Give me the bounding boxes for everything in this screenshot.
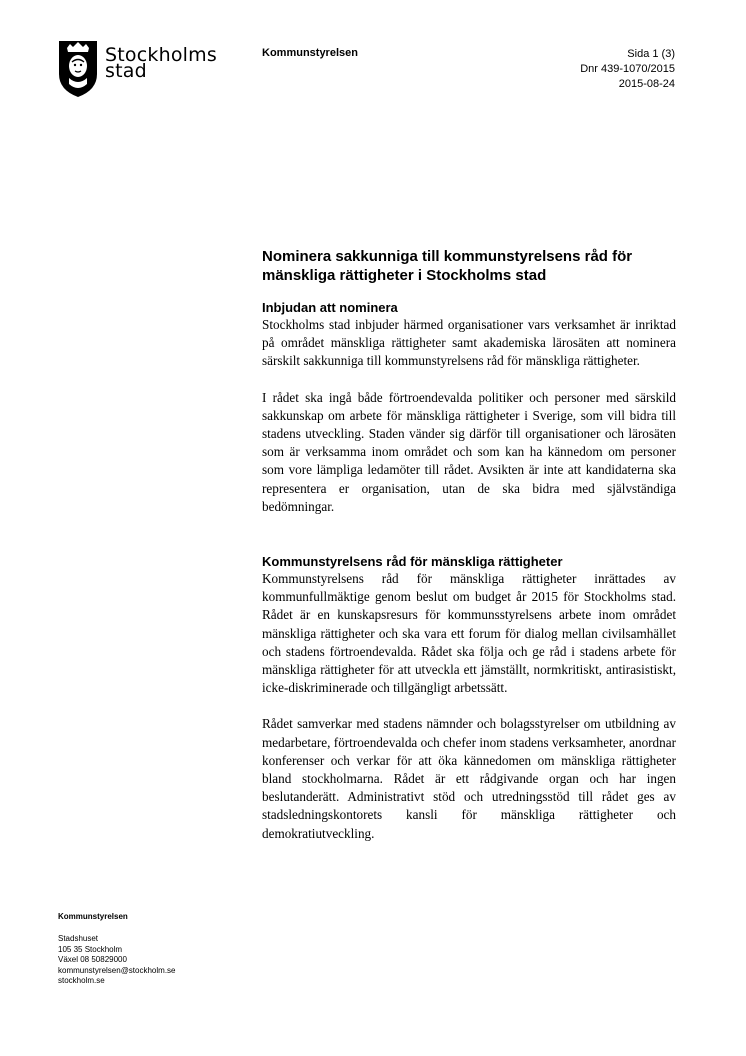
section-heading-council: Kommunstyrelsens råd för mänskliga rättigheter: [262, 554, 563, 570]
footer-address-postal: 105 35 Stockholm: [58, 944, 123, 954]
footer-address-building: Stadshuset: [58, 934, 99, 943]
header-meta: [580, 47, 675, 92]
page-number: Sida 1 (3): [627, 48, 675, 60]
header-organisation: Kommunstyrelsen: [262, 47, 358, 59]
stockholms-stad-logo: [58, 40, 218, 98]
footer-contact: [58, 912, 176, 987]
footer-website: stockholm.se: [58, 976, 105, 985]
document-body: [262, 247, 676, 861]
paragraph: Rådet samverkar med stadens nämnder och bolagsstyrelser om utbildning av medarbetare, förtroendevalda och chefer inom stadens verksamheter, anordnar konferenser och verkar för att öka kännedomen om mänskliga rättigheter bland stockholmarna. Rådet är ett rådgivande organ och har ingen beslutanderätt. Administrativt stöd och utredningsstöd till rådet ges av stadsledningskontorets kansli för mänskliga rättigheter och demokratiutveckling.: [262, 716, 676, 841]
paragraph: I rådet ska ingå både förtroendevalda politiker och personer med särskild sakkunskap om arbete för mänskliga rättigheter i Sverige, som vill bidra till stadens utveckling. Staden vänder sig därför till organisationer och lärosäten som är verksamma inom området och som kan ha kännedom om personer som vore lämpliga ledamöter till rådet. Avsikten är inte att kandidaterna ska representera er organisation, utan de ska bidra med självständiga bedömningar.: [262, 389, 676, 514]
footer-phone: Växel 08 50829000: [58, 955, 127, 964]
paragraph: Kommunstyrelsens råd för mänskliga rättigheter inrättades av kommunfullmäktige genom beslut om budget år 2015 för Stockholms stad. Rådet är en kunskapsresurs för kommunsstyrelsens arbete inom området mänskliga rättigheter och ska vara ett forum för dialog mellan civilsamhället och stadens förtroendevalda. Rådet ska följa och ge råd i stadens arbete för mänskliga rättigheter för att utveckla ett jämställt, normkritiskt, antirasistiskt, icke-diskriminerade och tillgängligt arbetssätt.: [262, 571, 676, 696]
document-title: Nominera sakkunniga till kommunstyrelsens råd för mänskliga rättigheter i Stockholms stad: [262, 248, 633, 284]
footer-title: Kommunstyrelsen: [58, 912, 128, 921]
logo-text-line2: stad: [105, 60, 147, 82]
paragraph: Stockholms stad inbjuder härmed organisationer vars verksamhet är inriktad på området mänskliga rättigheter samt akademiska lärosäten att nominera särskilt sakkunniga till kommunstyrelsens råd för mänskliga rättigheter.: [262, 317, 676, 369]
logo-text-line1: Stockholms: [105, 44, 217, 66]
reference-number: Dnr 439-1070/2015: [580, 63, 675, 75]
footer-email: kommunstyrelsen@stockholm.se: [58, 965, 176, 975]
city-crest-icon: [58, 40, 98, 98]
section-heading-invitation: Inbjudan att nominera: [262, 300, 398, 315]
document-date: 2015-08-24: [618, 78, 675, 90]
